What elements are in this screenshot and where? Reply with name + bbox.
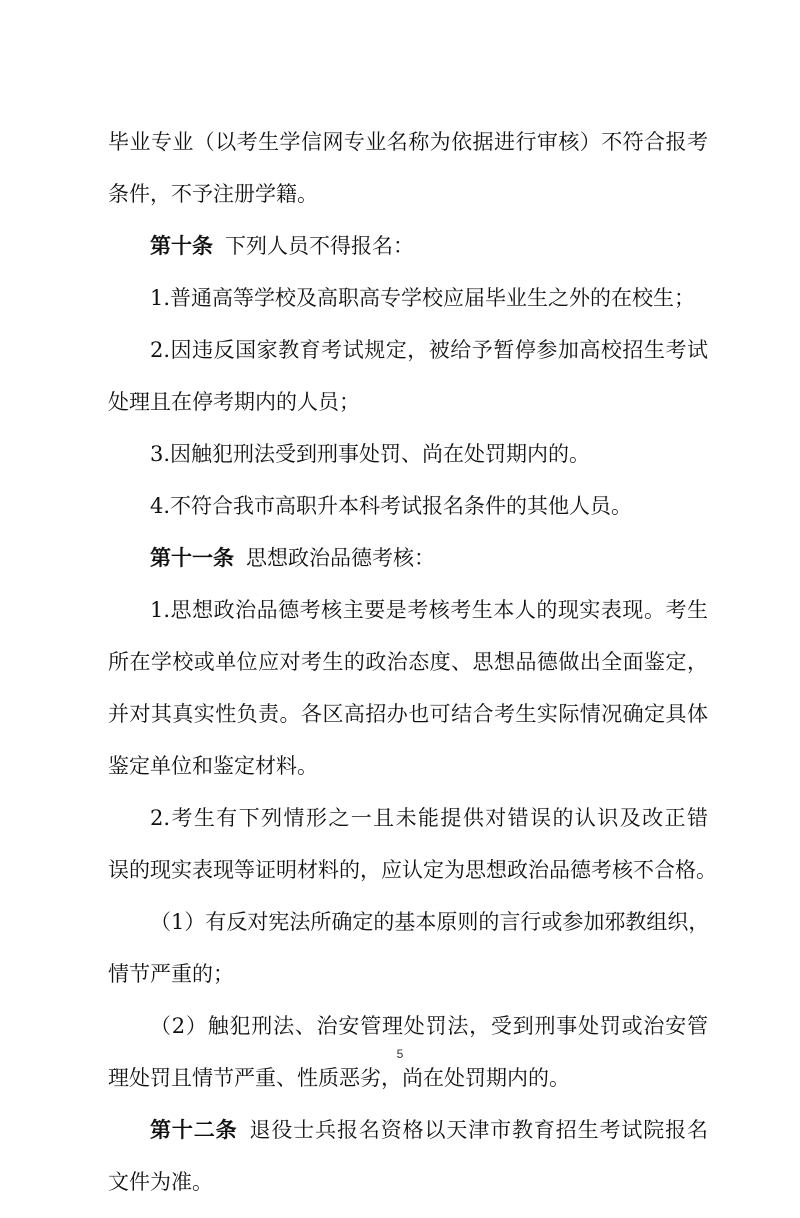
article-12-heading	[108, 1114, 708, 1146]
article-11-heading	[108, 542, 708, 574]
article-label: 第十条	[150, 234, 213, 258]
article-text: 退役士兵报名资格以天津市教育招生考试院报名	[249, 1118, 708, 1142]
list-item: 1.思想政治品德考核主要是考核考生本人的现实表现。考生	[150, 598, 708, 622]
article-label: 第十一条	[150, 546, 234, 570]
text-line: 并对其真实性负责。各区高招办也可结合考生实际情况确定具体	[108, 702, 708, 726]
article-10-heading	[108, 230, 708, 262]
list-item: 3.因触犯刑法受到刑事处罚、尚在处罚期内的。	[150, 442, 591, 466]
text-line: 条件，不予注册学籍。	[108, 182, 318, 206]
list-item: 2.考生有下列情形之一且未能提供对错误的认识及改正错	[150, 806, 708, 830]
text-line: 所在学校或单位应对考生的政治态度、思想品德做出全面鉴定，	[108, 650, 708, 674]
text-line: 情节严重的；	[108, 962, 234, 986]
page-number: 5	[396, 1047, 404, 1061]
text-line: 文件为准。	[108, 1170, 213, 1194]
list-item: 2.因违反国家教育考试规定，被给予暂停参加高校招生考试	[150, 338, 708, 362]
article-label: 第十二条	[150, 1118, 238, 1142]
article-text: 思想政治品德考核：	[246, 546, 435, 570]
list-item: 1.普通高等学校及高职高专学校应届毕业生之外的在校生；	[150, 286, 696, 310]
text-line: 毕业专业（以考生学信网专业名称为依据进行审核）不符合报考	[108, 130, 708, 154]
text-line: 理处罚且情节严重、性质恶劣，尚在处罚期内的。	[108, 1066, 570, 1090]
text-line: 误的现实表现等证明材料的，应认定为思想政治品德考核不合格。	[108, 858, 717, 882]
text-line: 鉴定单位和鉴定材料。	[108, 754, 318, 778]
sub-list-item: （1）有反对宪法所确定的基本原则的言行或参加邪教组织，	[150, 910, 710, 934]
list-item: 4.不符合我市高职升本科考试报名条件的其他人员。	[150, 494, 633, 518]
sub-list-item: （2）触犯刑法、治安管理处罚法，受到刑事处罚或治安管	[150, 1014, 708, 1038]
text-line: 处理且在停考期内的人员；	[108, 390, 360, 414]
article-text: 下列人员不得报名：	[225, 234, 414, 258]
